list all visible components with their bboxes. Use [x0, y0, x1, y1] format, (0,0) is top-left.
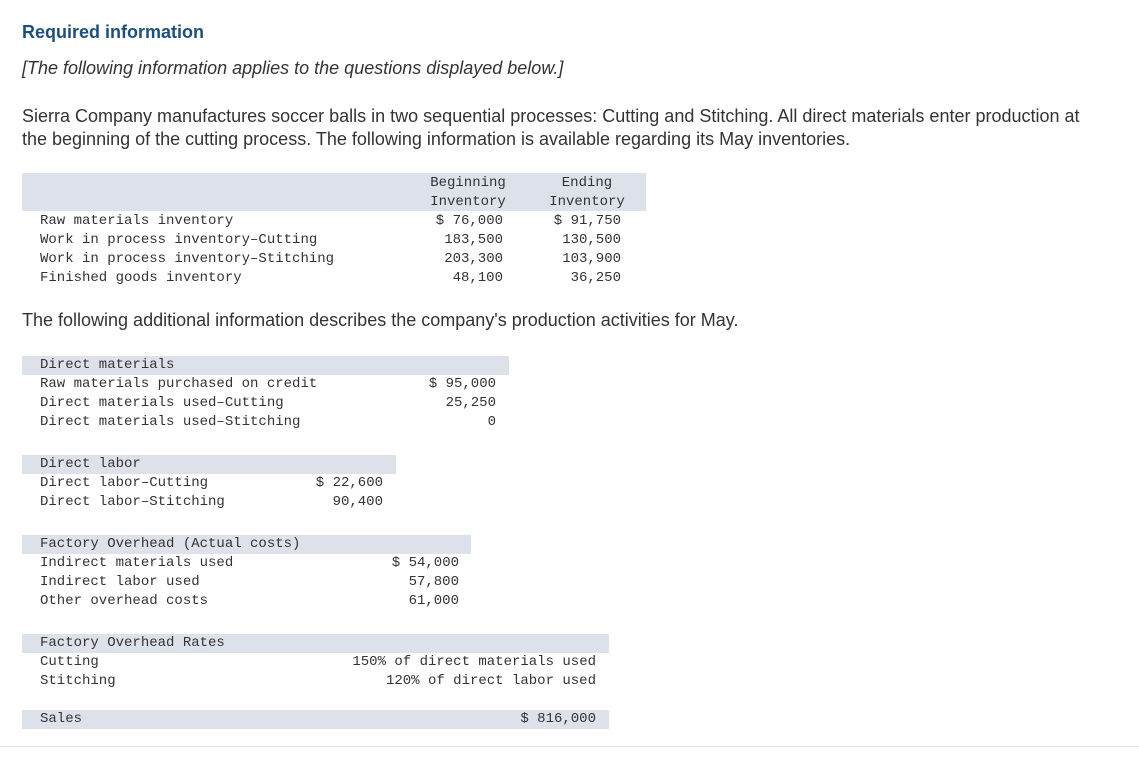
page-subtitle: [The following information applies to the questions displayed below.]: [22, 58, 564, 78]
direct-materials-row-label: Raw materials purchased on credit: [40, 376, 318, 392]
inventory-row-label: Finished goods inventory: [40, 270, 242, 286]
col-beginning-line1: Beginning: [430, 175, 506, 191]
direct-labor-row-value: 90,400: [332, 494, 383, 510]
factory-overhead-row-value: $ 54,000: [391, 555, 459, 571]
inventory-row-ending: 36,250: [570, 270, 621, 286]
inventory-row-ending: 103,900: [562, 251, 621, 267]
direct-labor-row-label: Direct labor–Stitching: [40, 494, 225, 510]
intro-paragraph: Sierra Company manufactures soccer balls in two sequential processes: Cutting and Stitching. All direct materials enter production at the beginning of the cutting process. The following information is available regarding its May inventories.: [22, 106, 1080, 149]
overhead-rates-row-value: 120% of direct labor used: [385, 673, 596, 689]
direct-materials-row-label: Direct materials used–Cutting: [40, 395, 284, 411]
factory-overhead-row-label: Indirect labor used: [40, 574, 200, 590]
additional-info-paragraph: The following additional information describes the company's production activities for May.: [22, 310, 739, 330]
inventory-row-label: Raw materials inventory: [40, 213, 234, 229]
direct-labor-heading: Direct labor: [40, 456, 141, 472]
bottom-divider: [0, 746, 1139, 747]
factory-overhead-row-label: Indirect materials used: [40, 555, 234, 571]
inventory-row-beginning: 48,100: [452, 270, 503, 286]
col-ending-line2: Inventory: [549, 194, 625, 210]
inventory-row-beginning: $ 76,000: [435, 213, 503, 229]
factory-overhead-row-value: 57,800: [408, 574, 459, 590]
factory-overhead-row-label: Other overhead costs: [40, 593, 209, 609]
overhead-rates-row-label: Cutting: [40, 654, 99, 670]
direct-labor-row-value: $ 22,600: [315, 475, 383, 491]
inventory-row-ending: $ 91,750: [553, 213, 621, 229]
inventory-row-beginning: 183,500: [444, 232, 503, 248]
page-title: Required information: [22, 22, 205, 42]
direct-materials-row-value: 25,250: [445, 395, 496, 411]
col-beginning-line2: Inventory: [430, 194, 506, 210]
direct-labor-row-label: Direct labor–Cutting: [40, 475, 209, 491]
inventory-row-label: Work in process inventory–Cutting: [40, 232, 318, 248]
factory-overhead-heading: Factory Overhead (Actual costs): [40, 536, 301, 552]
direct-materials-row-label: Direct materials used–Stitching: [40, 414, 301, 430]
col-ending-line1: Ending: [561, 175, 613, 191]
overhead-rates-heading: Factory Overhead Rates: [40, 635, 225, 651]
sales-value: $ 816,000: [520, 711, 596, 727]
direct-materials-heading: Direct materials: [40, 357, 175, 373]
factory-overhead-row-value: 61,000: [408, 593, 459, 609]
inventory-row-label: Work in process inventory–Stitching: [40, 251, 335, 267]
inventory-row-beginning: 203,300: [444, 251, 503, 267]
direct-materials-row-value: 0: [487, 414, 496, 430]
inventory-row-ending: 130,500: [562, 232, 621, 248]
direct-materials-row-value: $ 95,000: [428, 376, 496, 392]
overhead-rates-row-value: 150% of direct materials used: [352, 654, 596, 670]
overhead-rates-row-label: Stitching: [40, 673, 116, 689]
sales-label: Sales: [40, 711, 83, 727]
